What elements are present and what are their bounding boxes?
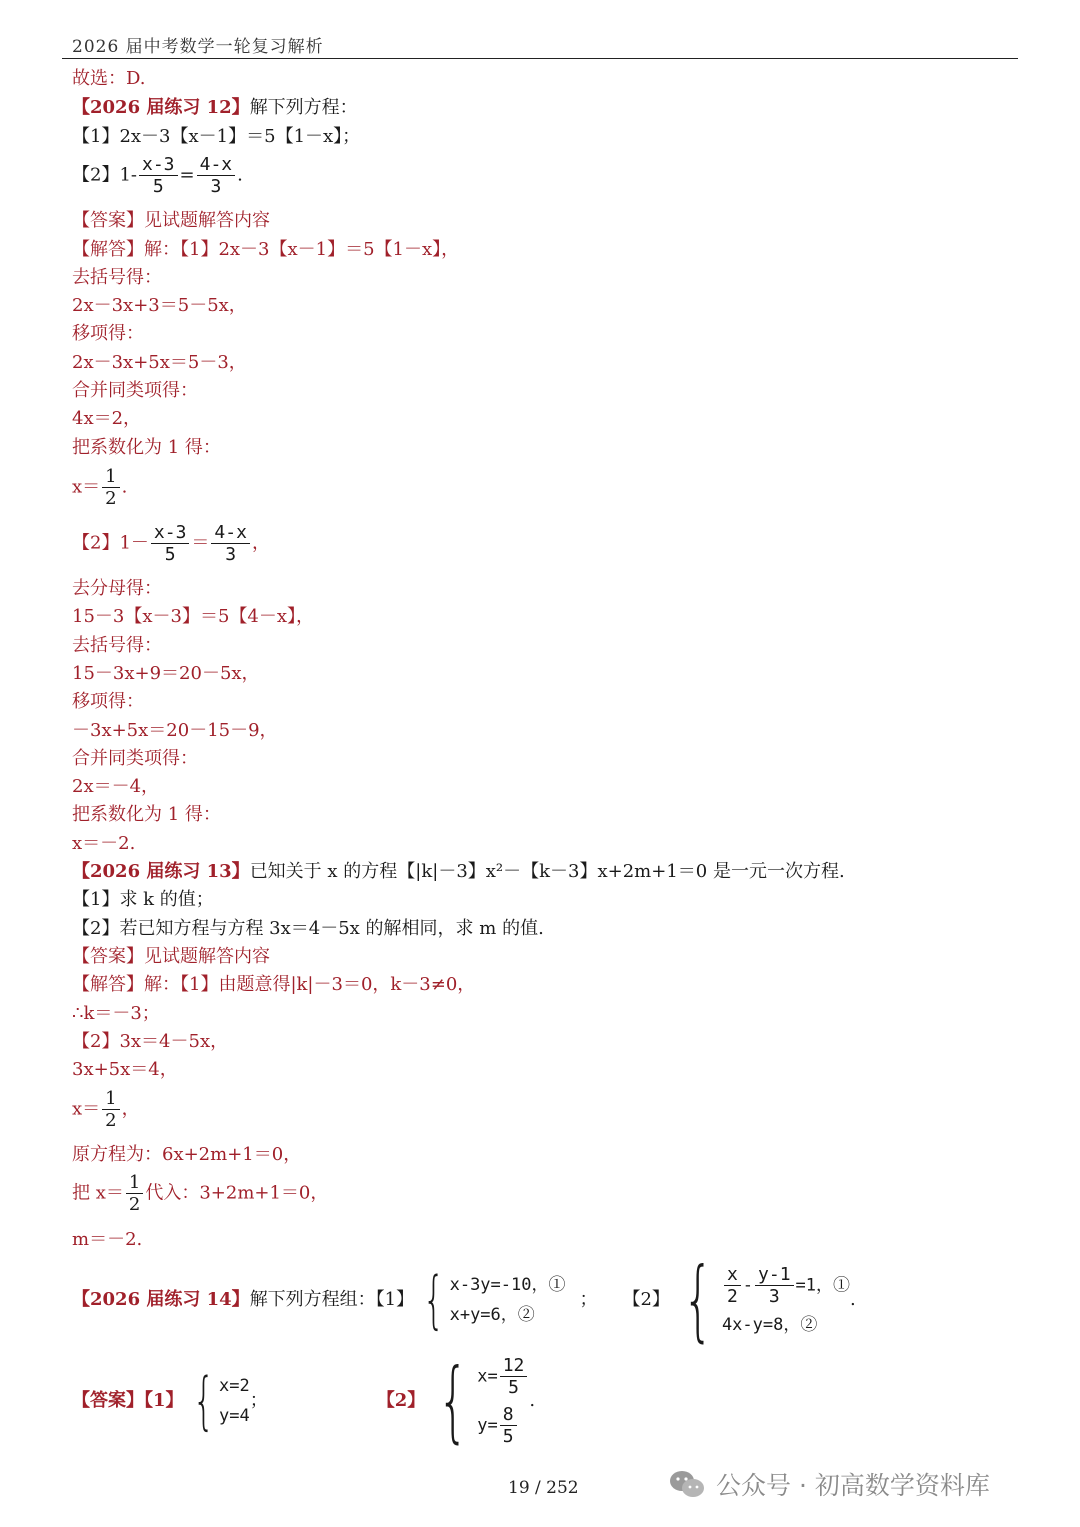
step: 合并同类项得： <box>72 380 198 401</box>
answer-14 <box>72 1349 536 1452</box>
denominator: 3 <box>768 1285 780 1307</box>
step: 移项得： <box>72 691 144 712</box>
separator: ； <box>579 1289 598 1310</box>
denominator: 3 <box>210 176 222 197</box>
prefix: x＝ <box>72 1098 101 1120</box>
q2-prefix: 【2】1- <box>72 164 137 186</box>
step: m＝－2. <box>72 1229 143 1250</box>
page-header: 2026 届中考数学一轮复习解析 <box>72 37 324 57</box>
denominator: 5 <box>508 1377 519 1398</box>
fraction <box>500 1355 528 1398</box>
system-row: x-3y=-10，① <box>449 1275 566 1295</box>
prefix: x＝ <box>72 476 101 498</box>
exercise-13-title <box>72 860 845 884</box>
answer-13: 【答案】见试题解答内容 <box>72 946 270 967</box>
fraction <box>126 1172 143 1215</box>
step: 2x－3x+5x＝5－3， <box>72 352 247 373</box>
equation-system-1 <box>414 1263 566 1336</box>
system-rows <box>219 1374 250 1428</box>
exercise-tag: 【2026 届练习 14】 <box>72 1289 250 1310</box>
fraction <box>500 1404 517 1447</box>
numerator: 8 <box>500 1404 517 1426</box>
answer-label: 【答案】【1】 <box>72 1390 184 1411</box>
step: 去分母得： <box>72 578 162 599</box>
exercise-12-q1: 【1】2x－3【x－1】＝5【1－x】； <box>72 126 361 147</box>
minus: - <box>742 1275 754 1295</box>
fraction <box>755 1264 794 1307</box>
denominator: 5 <box>152 176 164 197</box>
denominator: 5 <box>502 1426 514 1447</box>
exercise-stem: 已知关于 x 的方程【|k|－3】x²－【k－3】x+2m+1＝0 是一元一次方程. <box>249 861 845 882</box>
system-row: 4x-y=8，② <box>721 1314 818 1335</box>
brace-icon: { <box>682 1248 714 1351</box>
brace-icon: { <box>437 1349 469 1452</box>
numerator: 1 <box>102 1088 119 1110</box>
fraction <box>211 522 250 565</box>
exercise-13-q1: 【1】求 k 的值； <box>72 889 214 910</box>
exercise-13-q2: 【2】若已知方程与方程 3x＝4－5x 的解相同，求 m 的值. <box>72 918 544 939</box>
system-row <box>477 1404 529 1447</box>
step: 去括号得： <box>72 267 162 288</box>
prefix: x= <box>477 1366 498 1387</box>
denominator: 2 <box>726 1285 738 1307</box>
step: 15－3x+9＝20－5x， <box>72 663 260 684</box>
fraction <box>151 522 190 565</box>
suffix: 代入：3+2m+1＝0， <box>145 1182 329 1204</box>
fraction <box>724 1264 741 1307</box>
step: 4x＝2， <box>72 408 142 429</box>
solution-12-part2 <box>72 522 270 565</box>
wechat-icon <box>668 1469 706 1499</box>
numerator: 4-x <box>197 154 236 176</box>
step: 合并同类项得： <box>72 748 198 769</box>
punct: . <box>237 164 243 186</box>
step: 2x－3x+3＝5－5x， <box>72 295 247 316</box>
numerator: 1 <box>102 466 119 488</box>
numerator: 4-x <box>211 522 250 544</box>
numerator: x <box>724 1264 741 1286</box>
punct: ， <box>121 1098 140 1120</box>
prev-answer-choice: 故选：D. <box>72 68 146 89</box>
step: 2x＝－4， <box>72 776 160 797</box>
fraction <box>139 154 178 197</box>
watermark <box>668 1466 990 1502</box>
denominator: 2 <box>105 488 117 509</box>
punct: . <box>121 476 128 498</box>
numerator: y-1 <box>755 1264 794 1286</box>
solution-12-head: 【解答】解：【1】2x－3【x－1】＝5【1－x】， <box>72 239 460 260</box>
step: 移项得： <box>72 323 144 344</box>
step: 【2】3x＝4－5x， <box>72 1031 229 1052</box>
step: 去括号得： <box>72 635 162 656</box>
numerator: 12 <box>500 1355 528 1377</box>
header-divider <box>62 58 1018 59</box>
answer-system-2 <box>425 1349 529 1452</box>
denominator: 2 <box>128 1194 141 1215</box>
exercise-12-q2 <box>72 154 243 197</box>
system-row: x+y=6，② <box>449 1305 535 1325</box>
row-tail: =1，① <box>795 1275 851 1295</box>
watermark-text: 公众号 · 初高数学资料库 <box>716 1471 990 1500</box>
equation-system-2 <box>670 1248 851 1351</box>
prefix: y= <box>477 1415 498 1436</box>
prefix: 把 x＝ <box>72 1182 124 1204</box>
step: 15－3【x－3】＝5【4－x】， <box>72 606 315 627</box>
numerator: x-3 <box>139 154 178 176</box>
exercise-14-row <box>72 1248 856 1351</box>
system-row: x=2 <box>218 1376 250 1396</box>
step: 3x+5x＝4， <box>72 1059 178 1080</box>
numerator: 1 <box>126 1172 143 1194</box>
page-number: 19 / 252 <box>508 1478 579 1498</box>
step-fraction-result <box>72 466 127 509</box>
prefix: 【2】1－ <box>72 532 149 554</box>
punct: . <box>850 1289 856 1310</box>
exercise-tag: 【2026 届练习 12】 <box>72 97 250 118</box>
step-substitute <box>72 1172 328 1215</box>
separator: ； <box>249 1390 268 1411</box>
punct: . <box>529 1390 536 1411</box>
answer-system-1 <box>184 1364 250 1437</box>
system-rows <box>722 1264 850 1337</box>
solution-13-head: 【解答】解：【1】由题意得|k|－3＝0，k－3≠0， <box>72 974 476 995</box>
fraction <box>102 1088 119 1131</box>
step: 原方程为：6x+2m+1＝0， <box>72 1144 302 1165</box>
exercise-tag: 【2026 届练习 13】 <box>72 861 250 882</box>
step: 把系数化为 1 得： <box>72 804 221 825</box>
system-row <box>722 1264 850 1307</box>
step-fraction-result <box>72 1088 140 1131</box>
part-label: 【2】 <box>631 1289 670 1310</box>
system-row <box>477 1355 529 1398</box>
denominator: 5 <box>164 544 176 565</box>
step: 把系数化为 1 得： <box>72 437 221 458</box>
numerator: x-3 <box>151 522 190 544</box>
part-label: 【2】 <box>385 1390 426 1411</box>
punct: ， <box>251 532 270 554</box>
fraction <box>197 154 236 197</box>
equals: = <box>179 164 195 186</box>
exercise-prompt: 解下列方程： <box>249 97 358 118</box>
brace-icon: { <box>192 1364 215 1437</box>
exercise-12-title <box>72 96 358 120</box>
answer-12: 【答案】见试题解答内容 <box>72 210 270 231</box>
denominator: 3 <box>225 544 237 565</box>
system-row: y=4 <box>218 1406 250 1426</box>
step: x＝－2. <box>72 833 136 854</box>
brace-icon: { <box>423 1263 445 1336</box>
equals: ＝ <box>191 532 210 554</box>
step: ∴k＝－3； <box>72 1003 160 1024</box>
step: －3x+5x＝20－15－9， <box>72 720 278 741</box>
system-rows <box>477 1355 529 1447</box>
exercise-prompt: 解下列方程组：【1】 <box>249 1289 415 1310</box>
system-rows <box>450 1273 566 1327</box>
fraction <box>102 466 119 509</box>
denominator: 2 <box>105 1110 117 1131</box>
